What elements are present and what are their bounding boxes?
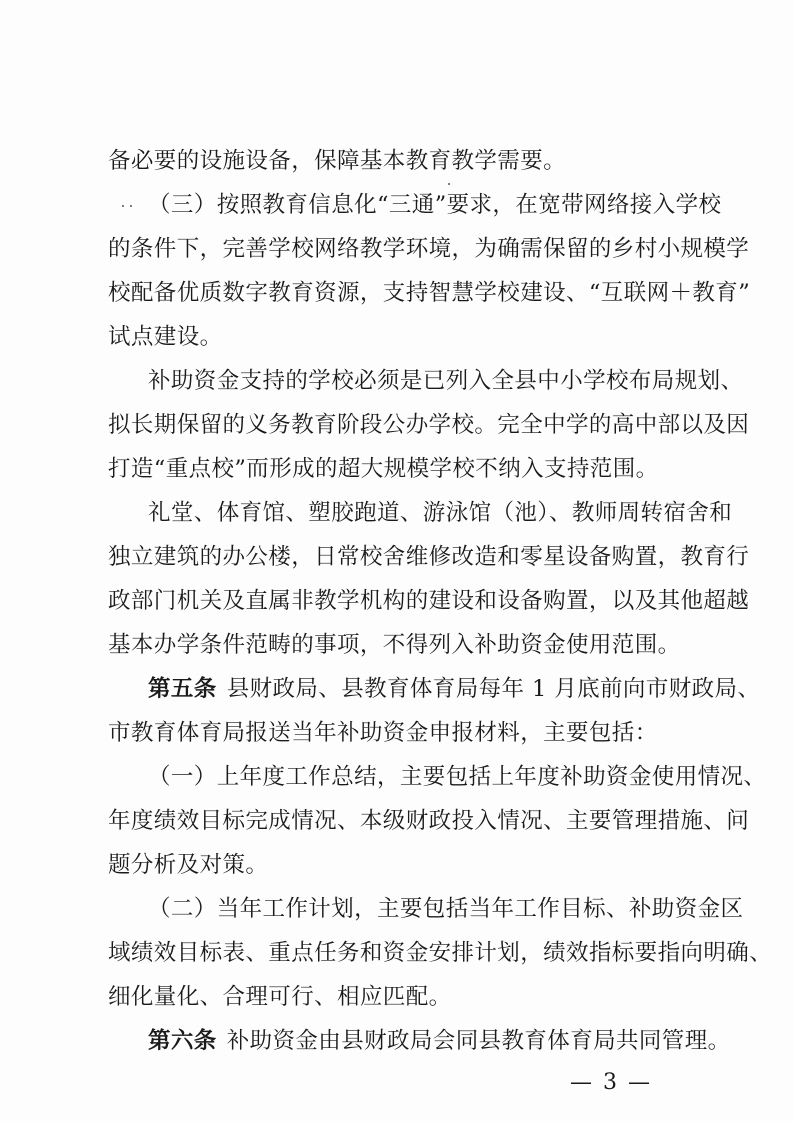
text-line: （二）当年工作计划，主要包括当年工作目标、补助资金区 (148, 896, 744, 922)
text-line: 细化量化、合理可行、相应匹配。 (108, 984, 452, 1010)
article-5-label: 第五条 (148, 676, 217, 702)
text-line: 礼堂、体育馆、塑胶跑道、游泳馆（池）、教师周转宿舍和 (148, 500, 733, 526)
page-number: — 3 — (570, 1070, 652, 1095)
text-line: 试点建设。 (108, 324, 223, 350)
article-6-text: 补助资金由县财政局会同县教育体育局共同管理。 (226, 1028, 731, 1054)
text-line: （三）按照教育信息化“三通”要求，在宽带网络接入学校 (148, 192, 722, 218)
scan-speck (448, 183, 450, 185)
scan-speck (130, 205, 132, 207)
text-line: 打造“重点校”而形成的超大规模学校不纳入支持范围。 (108, 456, 659, 482)
text-line: 备必要的设施设备，保障基本教育教学需要。 (108, 148, 567, 174)
text-line: 市教育体育局报送当年补助资金申报材料，主要包括： (108, 720, 658, 746)
article-5-text: 县财政局、县教育体育局每年 1 月底前向市财政局、 (226, 676, 761, 702)
text-line: 年度绩效目标完成情况、本级财政投入情况、主要管理措施、问 (108, 808, 750, 834)
text-line: 题分析及对策。 (108, 852, 269, 878)
text-line: 域绩效目标表、重点任务和资金安排计划，绩效指标要指向明确、 (108, 940, 773, 966)
scan-speck (122, 205, 124, 207)
text-line: 拟长期保留的义务教育阶段公办学校。完全中学的高中部以及因 (108, 412, 750, 438)
article-6-line (148, 1026, 731, 1056)
text-line: 校配备优质数字教育资源，支持智慧学校建设、“互联网＋教育” (108, 280, 751, 306)
article-6-label: 第六条 (148, 1028, 217, 1054)
text-line: （一）上年度工作总结，主要包括上年度补助资金使用情况、 (148, 764, 767, 790)
text-line: 基本办学条件范畴的事项，不得列入补助资金使用范围。 (108, 632, 681, 658)
article-5-line (148, 674, 761, 704)
text-line: 政部门机关及直属非教学机构的建设和设备购置，以及其他超越 (108, 588, 750, 614)
text-line: 补助资金支持的学校必须是已列入全县中小学校布局规划、 (148, 368, 744, 394)
text-line: 的条件下，完善学校网络教学环境，为确需保留的乡村小规模学 (108, 236, 750, 262)
text-line: 独立建筑的办公楼，日常校舍维修改造和零星设备购置，教育行 (108, 544, 750, 570)
